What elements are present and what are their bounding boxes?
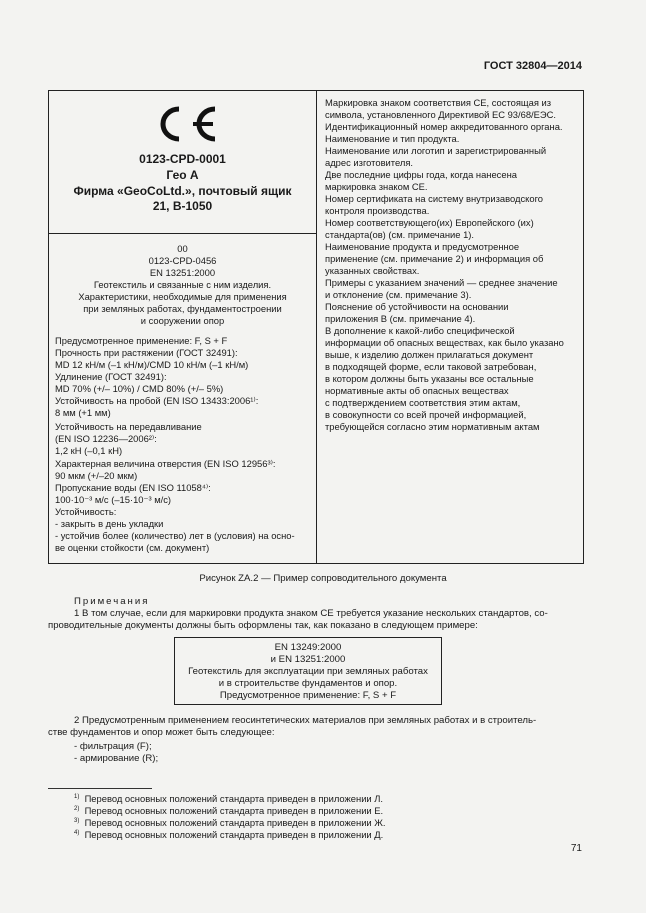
manufacturer-address — [49, 184, 316, 214]
product-name: Гео А — [166, 168, 199, 182]
footnote-text: Перевод основных положений стандарта приведен в приложении Л. — [84, 793, 384, 805]
explanation-line: контроля производства. — [325, 205, 430, 216]
left-column — [49, 91, 317, 563]
property-line: Характерная величина отверстия (EN ISO 12956³⁾: — [55, 458, 276, 469]
standard-number: EN 13251:2000 — [149, 267, 216, 278]
explanation-line: маркировка знаком CE. — [325, 181, 428, 192]
explanation-line: Маркировка знаком соответствия CE, состоящая из — [325, 97, 552, 108]
explanation-line: Пояснение об устойчивости на основании — [325, 301, 509, 312]
note-1-text: проводительные документы должны быть оформлены так, как показано в следующем примере: — [48, 620, 478, 631]
property-line: (EN ISO 12236—2006²⁾: — [55, 433, 157, 444]
product-description-line: Геотекстиль и связанные с ним изделия. — [93, 279, 272, 290]
firm-line-2: 21, В-1050 — [152, 199, 213, 213]
property-line: Устойчивость: — [55, 506, 117, 517]
explanation-line: В дополнение к какой-либо специфической — [325, 325, 515, 336]
ce-mark-icon — [145, 103, 225, 145]
explanation-line: нормативные акты об опасных веществах — [325, 385, 509, 396]
explanation-line: в совокупности со всей прочей информацией, — [325, 409, 527, 420]
property-line: Прочность при растяжении (ГОСТ 32491): — [55, 347, 238, 358]
example-box-line: Предусмотренное применение: F, S + F — [219, 690, 397, 701]
explanation-line: требующейся согласно этим нормативным актам — [325, 421, 540, 432]
property-line: Устойчивость на передавливание — [55, 421, 202, 432]
example-box-line: и в строительстве фундаментов и опор. — [218, 678, 398, 689]
product-description-line: и сооружении опор — [140, 315, 225, 326]
example-box-line: EN 13249:2000 — [274, 642, 342, 653]
footnote-separator — [48, 788, 152, 789]
footnote — [74, 827, 383, 841]
footnote-text: Перевод основных положений стандарта приведен в приложении Д. — [84, 829, 384, 841]
footnote-mark: 4) — [74, 830, 80, 836]
explanation-line: Наименование или логотип и зарегистрированный — [325, 145, 547, 156]
explanation-line: Номер сертификата на систему внутризаводского — [325, 193, 544, 204]
property-line: 8 мм (+1 мм) — [55, 407, 111, 418]
notes-heading: Примечания — [74, 596, 150, 607]
example-box — [174, 637, 442, 705]
property-line: Удлинение (ГОСТ 32491): — [55, 371, 167, 382]
example-box-line: Геотекстиль для эксплуатации при земляных работах — [188, 666, 428, 677]
explanation-line: символа, установленного Директивой ЕС 93/68/ЕЭС. — [325, 109, 556, 120]
footnote-mark: 3) — [74, 818, 80, 824]
property-line: 1,2 кН (–0,1 кН) — [55, 445, 123, 456]
ce-marking-block — [49, 91, 316, 234]
explanation-line: с подтверждением соответствия этим актам, — [325, 397, 521, 408]
note-2-text: 2 Предусмотренным применением геосинтетических материалов при земляных работах и в строитель- — [74, 715, 537, 726]
explanation-line: Идентификационный номер аккредитованного органа. — [325, 121, 563, 132]
explanation-line: Наименование продукта и предусмотренное — [325, 241, 520, 252]
document-header: ГОСТ 32804—2014 — [483, 60, 582, 72]
explanation-line: стандарта(ов) (см. примечание 1). — [325, 229, 475, 240]
page-number: 71 — [570, 843, 582, 854]
property-line: - устойчив более (количество) лет в (условия) на осно- — [55, 530, 295, 541]
year-digits: 00 — [177, 243, 188, 254]
explanation-line: в котором должны быть указаны все остальные — [325, 373, 534, 384]
explanation-line: Номер соответствующего(их) Европейского (их) — [325, 217, 534, 228]
explanation-line: приложения В (см. примечание 4). — [325, 313, 476, 324]
figure-caption: Рисунок ZA.2 — Пример сопроводительного документа — [199, 573, 447, 584]
firm-line-1: Фирма «GeoCoLtd.», почтовый ящик — [73, 184, 292, 198]
explanation-line: в подходящей форме, если таковой затребован, — [325, 361, 537, 372]
explanation-line: указанных свойствах. — [325, 265, 420, 276]
explanation-line: выше, к изделию должен прилагаться документ — [325, 349, 534, 360]
notified-body-code: 0123-CPD-0001 — [139, 152, 226, 166]
property-line: Пропускание воды (EN ISO 11058⁴⁾: — [55, 482, 211, 493]
property-line: 90 мкм (+/–20 мкм) — [55, 470, 138, 481]
explanation-line: Наименование и тип продукта. — [325, 133, 460, 144]
list-item: - армирование (R); — [74, 753, 159, 764]
property-line: ве оценки стойкости (см. документ) — [55, 542, 210, 553]
product-description-line: Характеристики, необходимые для применения — [78, 291, 287, 302]
note-2-text: стве фундаментов и опор может быть следующее: — [48, 727, 275, 738]
property-line: Предусмотренное применение: F, S + F — [55, 335, 228, 346]
property-line: 100·10⁻³ м/с (–15·10⁻³ м/с) — [55, 494, 172, 505]
property-line: MD 70% (+/– 10%) / CMD 80% (+/– 5%) — [55, 383, 224, 394]
footnote-text: Перевод основных положений стандарта приведен в приложении Ж. — [84, 817, 386, 829]
explanation-line: применение (см. примечание 2) и информация об — [325, 253, 544, 264]
certificate-number: 0123-CPD-0456 — [148, 255, 217, 266]
footnote-mark: 1) — [74, 794, 80, 800]
explanation-line: Две последние цифры года, когда нанесена — [325, 169, 517, 180]
property-line: - закрыть в день укладки — [55, 518, 164, 529]
list-item: - фильтрация (F); — [74, 741, 152, 752]
accompanying-document-figure — [48, 90, 584, 564]
footnote-text: Перевод основных положений стандарта приведен в приложении Е. — [84, 805, 384, 817]
explanation-line: Примеры с указанием значений — среднее значение — [325, 277, 558, 288]
footnote-mark: 2) — [74, 806, 80, 812]
explanation-line: и отклонение (см. примечание 3). — [325, 289, 472, 300]
product-description-line: при земляных работах, фундаментостроении — [83, 303, 282, 314]
property-line: Устойчивость на пробой (EN ISO 13433:2006¹⁾: — [55, 395, 259, 406]
explanation-line: информации об опасных веществах, как было указано — [325, 337, 564, 348]
explanation-line: адрес изготовителя. — [325, 157, 414, 168]
note-1-text: 1 В том случае, если для маркировки продукта знаком CE требуется указание нескольких стандартов, со- — [74, 608, 548, 619]
property-line: MD 12 кН/м (–1 кН/м)/CMD 10 кН/м (–1 кН/м) — [55, 359, 249, 370]
example-box-line: и EN 13251:2000 — [270, 654, 346, 665]
